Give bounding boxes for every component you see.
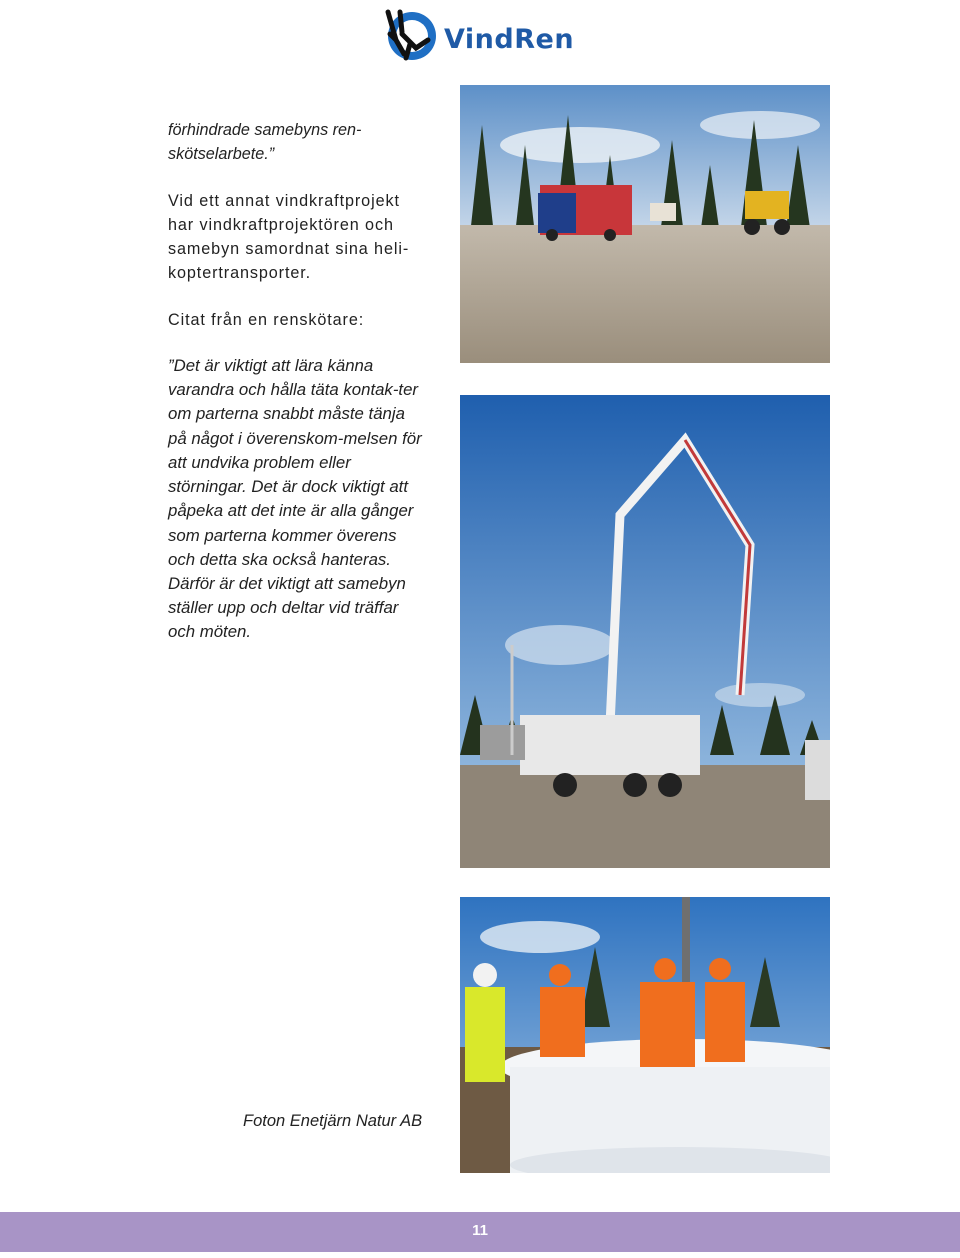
paragraph-3: Citat från en renskötare: <box>168 310 365 329</box>
article-text <box>168 118 426 645</box>
paragraph-1: förhindrade samebyns ren-skötselarbete.” <box>168 121 362 164</box>
photo-trucks-gravel <box>460 85 830 363</box>
vindren-logo <box>380 4 590 66</box>
photo-caption: Foton Enetjärn Natur AB <box>243 1112 423 1130</box>
reindeer-logo-icon <box>380 4 444 66</box>
page-number: 11 <box>472 1222 488 1239</box>
paragraph-2: Vid ett annat vindkraftprojekt har vindkraftprojektören och samebyn samordnat sina heli-koptertransporter. <box>168 191 410 283</box>
logo-text: VindRen <box>444 24 575 55</box>
reindeer-herder-quote: ”Det är viktigt att lära känna varandra och hålla täta kontak-ter om parterna snabbt måste tänja på något i överenskom-melsen för att undvika problem eller störningar. Det är dock viktigt att påpeka att det inte är alla gånger som parterna kommer överens och detta ska också hanteras. Därför är det viktigt att samebyn ställer upp och deltar vid träffar och möten. <box>168 356 422 642</box>
footer-bar <box>0 1212 960 1252</box>
photo-concrete-pump <box>460 395 830 868</box>
photo-workers-foundation <box>460 897 830 1173</box>
